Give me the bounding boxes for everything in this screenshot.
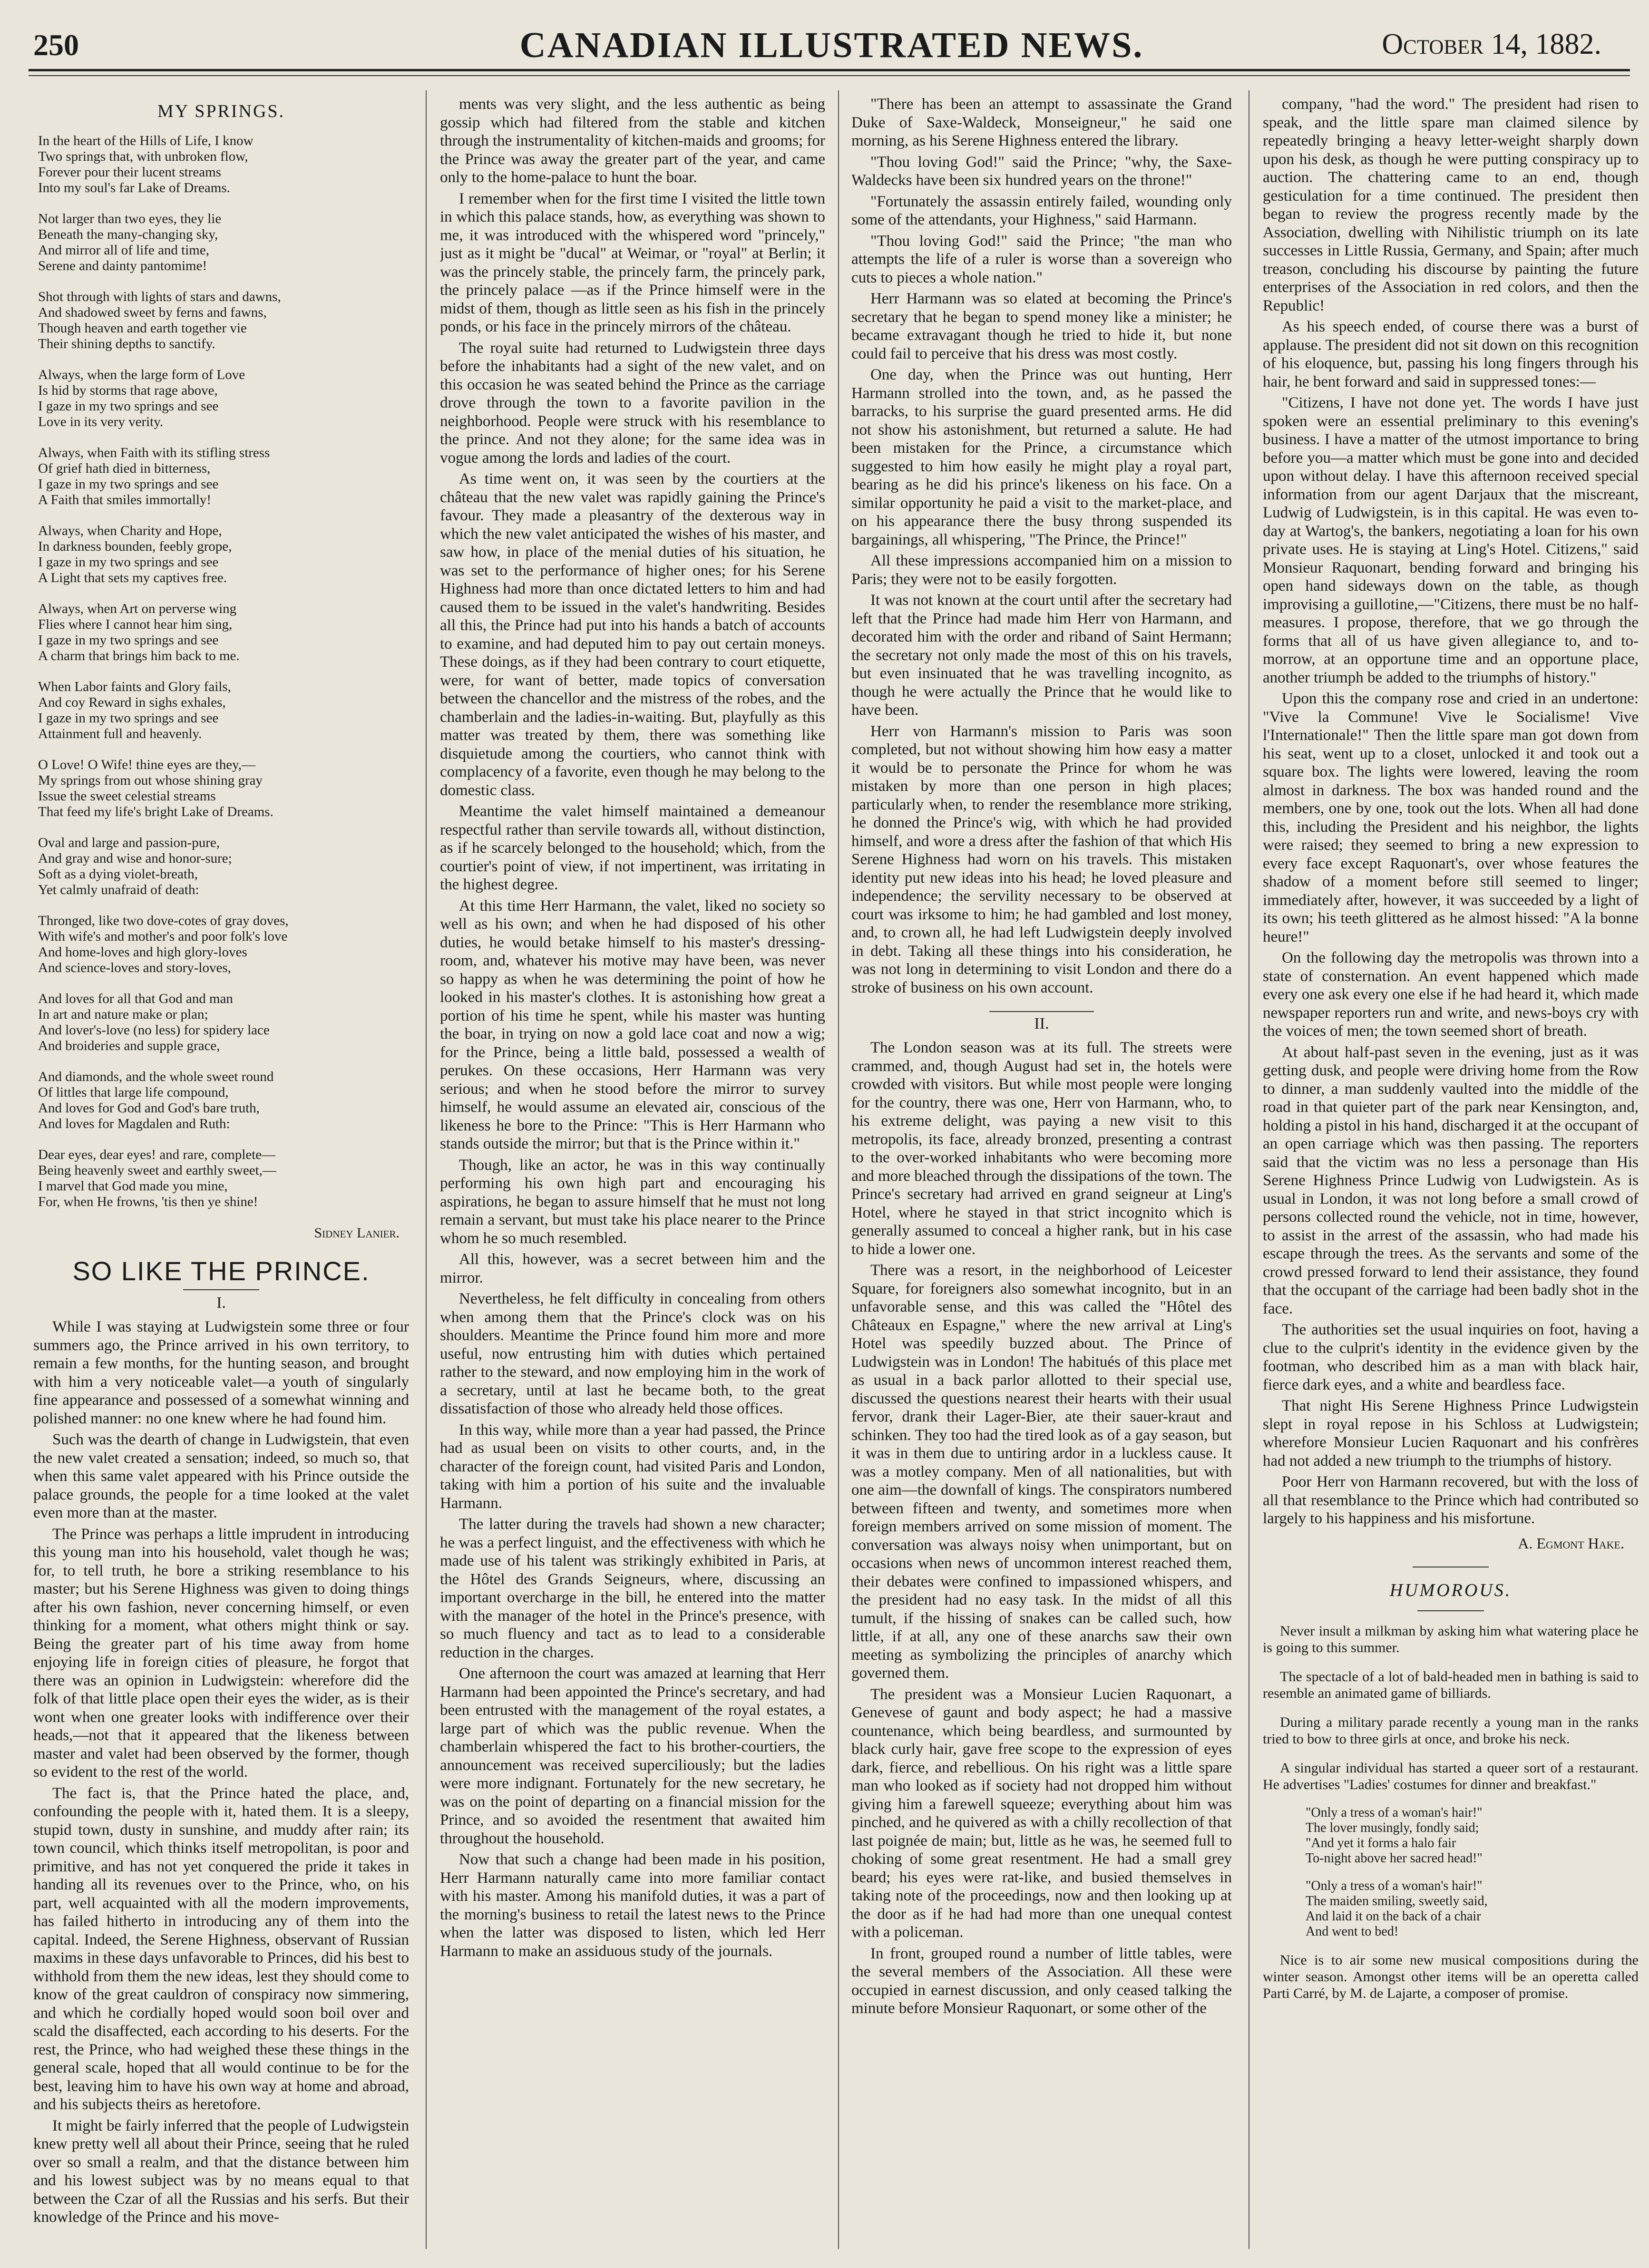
masthead: CANADIAN ILLUSTRATED NEWS. [519,25,1144,65]
poem-line: Their shining depths to sanctify. [38,336,215,351]
paragraph: "Citizens, I have not done yet. The words I have just spoken were an essential preliminary to this evening's business. I have a matter of the utmost importance to bring before you—a matter which must be gone into and decided upon without delay. I have this afternoon received special information from our agent Darjaux that the miscreant, Ludwig of Ludwigstein, is in this capital. He was even to-day at Wartog's, the bankers, negotiating a loan for his own private uses. He is staying at Ling's Hotel. Citizens," said Monsieur Raquonart, bending forward and bringing his open hand sideways down on the table, as though improvising a guillotine,—"Citizens, there must be no half-measures. I propose, therefore, that we go through the forms that all of us have given allegiance to, and to-morrow, at an opportune time and an opportune place, another triumph be added to the triumphs of history." [1263,394,1639,686]
story-text [851,95,1232,997]
paragraph: As his speech ended, of course there was a burst of applause. The president did not sit down on this recognition of his eloquence, but, passing his long fingers through his hair, he bent forward and said in suppressed tones:— [1263,318,1639,390]
paragraph: In front, grouped round a number of little tables, were the several members of the Association. All these were occupied in earnest discussion, and only ceased talking the minute before Monsieur Raquonart, or some other of the [851,1945,1232,2017]
paragraph: ments was very slight, and the less authentic as being gossip which had filtered from the stable and kitchen through the instrumentality of kitchen-maids and grooms; for the Prince was away the greater part of the year, and came only to the home-palace to hunt the boar. [440,96,825,186]
poem-line: Always, when Charity and Hope, [38,523,222,538]
paragraph: Such was the dearth of change in Ludwigstein, that even the new valet created a sensation; indeed, so much so, that when this same valet appeared with his Prince outside the palace grounds, the people for a time looked at the valet even more than at the master. [33,1431,409,1521]
poem-line: I gaze in my two springs and see [38,399,219,414]
poem-line: A Faith that smiles immortally! [38,492,212,507]
paragraph: The president was a Monsieur Lucien Raquonart, a Genevese of gaunt and body aspect; he had a massive countenance, which being beardless, and surmounted by black curly hair, gave free scope to the expression of eyes dark, fierce, and rebellious. On his right was a little spare man who looked as if society had not dropped him without giving him a farewell squeeze; everything about him was pinched, and he quivered as with a chilly recollection of that last poignée de main; but, little as he was, he seemed full to choking of some great resentment. He had a small grey beard; his eyes were rat-like, and busied themselves in taking note of the proceedings, now and then looking up at the door as if he had had more than one unequal contest with a policeman. [851,1685,1232,1941]
paragraph: On the following day the metropolis was thrown into a state of consternation. An event happened which made every one ask every one else if he had heard it, which made newspaper reporters run and write, and news-boys cry with the voices of men; the town seemed short of breath. [1263,949,1639,1040]
story-text [33,1318,409,2227]
poem-line: Being heavenly sweet and earthly sweet,— [38,1163,276,1178]
paragraph: The latter during the travels had shown a new character; he was a perfect linguist, and the effectiveness with which he made use of his talent was strikingly exhibited in Paris, at the Hôtel des Grands Seigneurs, where, discussing an important overcharge in the bill, he entered into the matter with the manager of the hotel in the Prince's presence, with so much fluency and tact as to lead to a considerable reduction in the charges. [440,1516,825,1661]
poem-line: And diamonds, and the whole sweet round [38,1069,274,1084]
poem-line: Always, when the large form of Love [38,367,245,382]
paragraph: It might be fairly inferred that the people of Ludwigstein knew pretty well all about their Prince, seeing that he ruled over so small a realm, and that the distance between him and his lowest subject was by no means equal to that between the Czar of all the Russias and his serfs. But their knowledge of the Prince and his move- [33,2117,409,2226]
paragraph: At this time Herr Harmann, the valet, liked no society so well as his own; and when he had disposed of his other duties, he would betake himself to his master's dressing-room, and, whatever his motive may have been, was never so happy as when he was determining the point of how he looked in his master's clothes. It is astonishing how great a portion of his time he spent, while his master was hunting the boar, in trying on now a gold lace coat and now a wig; for the Prince, being a little bald, possessed a wealth of perukes. On these occasions, Herr Harmann was very serious; and when he stood before the mirror to survey himself, he would assume an elevated air, conscious of the likeness he bore to the Prince: "This is Herr Harmann who stands outside the mirror; but that is the Prince within it." [440,897,825,1152]
poem-title: MY SPRINGS. [157,101,285,121]
poem-line: I gaze in my two springs and see [38,711,219,726]
paragraph: As time went on, it was seen by the courtiers at the château that the new valet was rapidly gaining the Prince's favour. They made a pleasantry of the dexterous way in which the new valet anticipated the wishes of his master, and saw how, in place of the menial duties of his situation, he was set to the performance of higher ones; for his Serene Highness had more than once dictated letters to him and had caused them to be issued in the valet's handwriting. Besides all this, the Prince had put into his hands a batch of accounts to examine, and had deputed him to pay out certain moneys. These doings, as if they had been contrary to court etiquette, were, for want of better, made topics of conversation between the chancellor and the mistress of the robes, and the chamberlain and the ladies-in-waiting. But, playfully as this matter was treated by them, there was something like disquietude among the courtiers, who cannot think with complacency of a favorite, even though he may belong to the domestic class. [440,470,825,799]
paragraph: At about half-past seven in the evening, just as it was getting dusk, and people were driving home from the Row to dinner, a man suddenly vaulted into the middle of the road in that quieter part of the park near Kensington, and, holding a pistol in his hand, discharged it at the occupant of an open carriage which was then passing. The reporters said that the victim was no less a personage than His Serene Highness Prince Ludwig von Ludwigstein. As is usual in London, it was not long before a small crowd of persons collected round the vehicle, not in time, however, to assist in the arrest of the assassin, who had made his escape through the trees. As the servants and some of the crowd pressed forward to lend their assistance, they found that the occupant of the carriage had been badly shot in the face. [1263,1043,1639,1317]
poem-stanza [38,1147,409,1210]
story-title: SO LIKE THE PRINCE. [72,1256,370,1286]
verse-line: To-night above her sacred head!" [1306,1850,1483,1866]
humor-item: The spectacle of a lot of bald-headed men in bathing is said to resemble an animated game of billiards. [1263,1668,1639,1701]
header-rule-thin [29,75,1630,76]
paragraph: The London season was at its full. The streets were crammed, and, though August had set in, the hotels were crowded with visitors. But while most people were longing for the country, there was one, Herr von Harmann, who, to his extreme delight, was paying a new visit to this metropolis, its face, already bronzed, presenting a contrast to the over-worked inhabitants who were becoming more and more bleached through the dissipations of the town. The Prince's secretary had arrived en grand seigneur at Ling's Hotel, where he stayed in that strict incognito which is generally assumed to conceal a higher rank, but in his case to hide a lower one. [851,1039,1232,1258]
column-3 [851,95,1232,2258]
verse-line: The lover musingly, fondly said; [1306,1820,1479,1835]
poem-stanza [38,913,409,976]
poem-line: And science-loves and story-loves, [38,960,231,975]
poem-line: Love in its very verity. [38,414,164,429]
paragraph: Herr Harmann was so elated at becoming the Prince's secretary that he began to spend money like a minister; he became extravagant though he tried to hide it, but none could fail to perceive that his dress was most costly. [851,290,1232,362]
paragraph: There was a resort, in the neighborhood of Leicester Square, for foreigners also somewhat incognito, but in an unfavorable sense, and this was called the "Hôtel des Châteaux en Espagne," where the new arrival at Ling's Hotel was speedily buzzed about. The Prince of Ludwigstein was in London! The habitués of this place met as usual in a back parlor allotted to their special use, discussed the questions nearest their hearts with their usual fervor, drank their Lager-Bier, ate their sauer-kraut and schinken. They too had the tired look as of a gay season, but it was in them due to untiring ardor in a luckless cause. It was a motley company. Men of all nationalities, but with one aim—the downfall of kings. The conspirators numbered between fifteen and twenty, and sometimes more when foreign members arrived on some mission of moment. The conversation was always noisy when unimportant, but on occasions when news of uncommon interest reached them, their debates were confined to impassioned whispers, and the president had no easy task. In the midst of all this tumult, if the hissing of snakes can be called such, how little, if at all, any one of these anarchs saw their own meeting as symbolizing the principles of anarchy which governed them. [851,1262,1232,1682]
poem-line: Two springs that, with unbroken flow, [38,149,248,164]
poem-line: A charm that brings him back to me. [38,648,240,663]
poem-stanza [38,679,409,742]
poem-stanza [38,445,409,508]
verse-line: "Only a tress of a woman's hair!" [1306,1878,1483,1893]
paragraph: "Thou loving God!" said the Prince; "the man who attempts the life of a ruler is worse than a sovereign who cuts to pieces a whole nation." [851,232,1232,286]
humor-verse [1306,1879,1639,1939]
story-part-two: II. [1034,1015,1049,1032]
page-number: 250 [33,28,79,62]
paragraph: Meantime the valet himself maintained a demeanour respectful rather than servile towards all, without distinction, as if he scarcely belonged to the household; which, from the courtier's point of view, if not impertinent, was irritating in the highest degree. [440,803,825,893]
poem-line: Yet calmly unafraid of death: [38,882,199,897]
paragraph: All these impressions accompanied him on a mission to Paris; they were not to be easily forgotten. [851,552,1232,588]
verse-line: And went to bed! [1306,1924,1399,1939]
paragraph: In this way, while more than a year had passed, the Prince had as usual been on visits to other courts, and, in the character of the foreign count, had visited Paris and London, taking with him a portion of his suite and the invaluable Harmann. [440,1421,825,1512]
story-text [440,95,825,1960]
poem-line: Flies where I cannot hear him sing, [38,617,233,632]
poem-stanza [38,523,409,586]
poem-line: My springs from out whose shining gray [38,773,263,788]
poem-line: I gaze in my two springs and see [38,477,219,492]
poem-stanza [38,367,409,430]
paragraph: Upon this the company rose and cried in an undertone: "Vive la Commune! Vive le Socialisme! Vive l'Internationale!" Then the little spare man got down from his seat, went up to a closet, unlocked it and took out a square box. The lights were lowered, leaving the room almost in darkness. The box was handed round and the members, one by one, took out the lots. When all had done this, including the President and his neighbor, the lights were raised; they seemed to bring a new expression to every face except Raquonart's, over whose features the shadow of a moment before still seemed to linger; immediately after, however, it was succeeded by a light of its own; his teeth glittered as he almost hissed: "A la bonne heure!" [1263,690,1639,945]
issue-date: October 14, 1882. [1382,28,1601,60]
verse-line: And laid it on the back of a chair [1306,1908,1481,1924]
paragraph: One afternoon the court was amazed at learning that Herr Harmann had been appointed the Prince's secretary, and had been entrusted with the management of the royal estates, a large part of which was the public revenue. When the chamberlain whispered the fact to his brother-courtiers, the announcement was received superciliously; but the ladies were more indignant. Fortunately for the new secretary, he was on the point of departing on a financial mission for the Prince, and so avoided the resentment that awaited him throughout the household. [440,1665,825,1847]
humor-item: Never insult a milkman by asking him what watering place he is going to this summer. [1263,1623,1639,1655]
paragraph: Though, like an actor, he was in this way continually performing his own high part and encouraging his aspirations, he began to assure himself that he must not long remain a servant, but must take his place nearer to the Prince whom he so much resembled. [440,1156,825,1247]
column-2 [440,95,825,2258]
paragraph: Poor Herr von Harmann recovered, but with the loss of all that resemblance to the Prince which had contributed so largely to his happiness and his misfortune. [1263,1473,1639,1527]
paragraph: One day, when the Prince was out hunting, Herr Harmann strolled into the town, and, as he passed the barracks, to his surprise the guard presented arms. He did not show his astonishment, but returned a salute. He had been mistaken for the Prince, a circumstance which suggested to him how easily he might play a royal part, bearing as he did his prince's likeness on his face. On a similar opportunity he paid a visit to the market-place, and on his appearance there the busy throng suspended its bargainings, all whispering, "The Prince, the Prince!" [851,366,1232,548]
paragraph: I remember when for the first time I visited the little town in which this palace stands, how, as everything was shown to me, it was introduced with the whispered word "princely," just as it might be "ducal" at Weimar, or "royal" at Berlin; it was the princely stable, the princely farm, the princely park, the princely palace —as if the Prince himself were in the midst of them, though as little seen as his fish in the princely ponds, or his face in the princely mirrors of the château. [440,190,825,335]
poem-line: In art and nature make or plan; [38,1007,208,1022]
paragraph: Herr von Harmann's mission to Paris was soon completed, but not without showing him how easy a matter it would be to personate the Prince for whom he was mistaken by more than one person in high places; particularly when, to render the resemblance more striking, he donned the Prince's wig, with which he had provided himself, and wore a dress after the fashion of that which His Serene Highness had worn on his travels. This mistaken identity put new ideas into his head; he loved pleasure and independence; the servility necessary to be observed at court was irksome to him; he had gambled and lost money, and, to crown all, he had left Ludwigstein deeply involved in debt. Taking all these things into his consideration, he was not long in determining to visit London and there do a stroke of business on his own account. [851,722,1232,996]
poem-line: Attainment full and heavenly. [38,726,202,741]
header-rule [29,69,1630,71]
poem-line: Though heaven and earth together vie [38,321,247,336]
poem-line: And coy Reward in sighs exhales, [38,695,226,710]
humor-verse [1306,1805,1639,1866]
poem-line: When Labor faints and Glory fails, [38,679,231,694]
poem-line: Issue the sweet celestial streams [38,788,216,804]
paragraph: The fact is, that the Prince hated the place, and, confounding the people with it, hated them. It is a sleepy, stupid town, dusty in sunshine, and muddy after rain; its town council, which thinks itself metropolitan, is poor and primitive, and has not yet conquered the pride it takes in handing all its revenues over to the Prince, who, on his part, well acquainted with all the modern improvements, has failed hitherto in introducing any of them into the capital. Indeed, the Serene Highness, observant of Russian maxims in these days unfavorable to Princes, did his best to withhold from them the new ideas, lest they should come to know of the great cauldron of conspiracy now simmering, and which he cordially hoped would soon boil over and scald the disaffected, each according to his deserts. For the rest, the Prince, who had weighed these these things in the general scale, hoped that all would continue to be for the best, leaving him to have his own way at home and abroad, and his subjects theirs as heretofore. [33,1784,409,2113]
humor-item: A singular individual has started a queer sort of a restaurant. He advertises "Ladies' costumes for dinner and breakfast." [1263,1760,1639,1792]
story-author: A. Egmont Hake. [1518,1534,1624,1552]
poem-line: And loves for Magdalen and Ruth: [38,1116,230,1131]
poem-line: With wife's and mother's and poor folk's love [38,929,288,944]
humor-item: Nice is to air some new musical compositions during the winter season. Amongst other items will be an operetta called Parti Carré, by M. de Lajarte, a composer of promise. [1263,1952,1639,2001]
verse-line: The maiden smiling, sweetly said, [1306,1893,1488,1908]
poem-line: In the heart of the Hills of Life, I know [38,133,254,148]
poem-line: Always, when Art on perverse wing [38,601,237,616]
poem-line: For, when He frowns, 'tis then ye shine! [38,1194,258,1209]
paragraph: That night His Serene Highness Prince Ludwigstein slept in royal repose in his Schloss at Ludwigstein; wherefore Monsieur Lucien Raquonart and his confrères had not added a new triumph to the triumphs of history. [1263,1397,1639,1470]
poem-line: Soft as a dying violet-breath, [38,866,198,882]
poem-line: Of littles that large life compound, [38,1085,229,1100]
poem-line: I gaze in my two springs and see [38,555,219,570]
poem-line: And loves for God and God's bare truth, [38,1100,260,1116]
poem-line: And broideries and supple grace, [38,1038,220,1053]
paragraph: The authorities set the usual inquiries on foot, having a clue to the culprit's identity in the evidence given by the footman, who described him as a man with black hair, fierce dark eyes, and a white and beardless face. [1263,1321,1639,1393]
poem-line: Thronged, like two dove-cotes of gray doves, [38,913,289,928]
poem-line: Not larger than two eyes, they lie [38,211,222,226]
paragraph: "Fortunately the assassin entirely failed, wounding only some of the attendants, your Highness," said Harmann. [851,193,1232,228]
poem-stanza [38,211,409,274]
page-header [33,19,1630,67]
paragraph: "There has been an attempt to assassinate the Grand Duke of Saxe-Waldeck, Monseigneur," he said one morning, as his Serene Highness entered the library. [851,96,1232,149]
poem-stanza [38,601,409,664]
poem-stanza [38,133,409,196]
paragraph: company, "had the word." The president had risen to speak, and the little spare man claimed silence by repeatedly bringing a heavy letter-weight sharply down upon his desk, as though he were putting conspiracy up to auction. The chattering came to an end, though gesticulation for a time continued. The president then began to review the progress recently made by the Association, dwelling with Nihilistic triumph on its late successes in Little Russia, Germany, and Spain; after much treason, concluding his discourse by painting the future enterprises of the Association in red colors, and then the Republic! [1263,96,1639,314]
paragraph: Nevertheless, he felt difficulty in concealing from others when among them that the Prince's clock was on his shoulders. Meantime the Prince found him more and more useful, now entrusting him with duties which pertained rather to the steward, and now employing him in the work of a secretary, until at last he became both, to the great dissatisfaction of those who already held those offices. [440,1290,825,1417]
poem-line: Always, when Faith with its stifling stress [38,445,270,460]
poem-line: Into my soul's far Lake of Dreams. [38,180,230,195]
poem-line: Of grief hath died in bitterness, [38,461,211,476]
poem-line: Shot through with lights of stars and dawns, [38,289,281,304]
poem-stanza [38,835,409,898]
column-1 [33,95,409,2258]
title-rule [1417,1610,1484,1611]
paragraph: It was not known at the court until after the secretary had left that the Prince had made him Herr von Harmann, and decorated him with the order and riband of Saint Hermann; the secretary not only made the most of this on his travels, but even insinuated that he was travelling incognito, as though he were actually the Prince that he would like to have been. [851,592,1232,719]
poem-line: And lover's-love (no less) for spidery lace [38,1022,270,1038]
paragraph: While I was staying at Ludwigstein some three or four summers ago, the Prince arrived in his own territory, to remain a few months, for the hunting season, and brought with him a very noticeable valet—a youth of singularly fine appearance and possessed of a somewhat winning and polished manner: no one knew where he had found him. [33,1318,409,1427]
poem-line: And loves for all that God and man [38,991,233,1006]
poem-line: That feed my life's bright Lake of Dreams. [38,804,273,819]
story-part-one: I. [216,1294,226,1312]
poem-line: Serene and dainty pantomime! [38,258,207,273]
humor-item: During a military parade recently a young man in the ranks tried to bow to three girls at once, and broke his neck. [1263,1714,1639,1747]
poem-line: Oval and large and passion-pure, [38,835,220,850]
poem-line: Dear eyes, dear eyes! and rare, complete— [38,1147,276,1162]
poem-author: Sidney Lanier. [314,1225,400,1241]
paragraph: All this, however, was a secret between him and the mirror. [440,1251,825,1286]
poem-line: I marvel that God made you mine, [38,1178,228,1194]
column-divider [838,90,839,2249]
paragraph: The royal suite had returned to Ludwigstein three days before the inhabitants had a sight of the new valet, and on this occasion he was seated behind the Prince as the carriage drove through the town to a favorite pavilion in the neighborhood. People were struck with his resemblance to the prince. And not they alone; for the same idea was in vogue among the lords and ladies of the court. [440,339,825,467]
paragraph: Now that such a change had been made in his position, Herr Harmann naturally came into more familiar contact with his master. Among his manifold duties, it was a part of the morning's business to retail the latest news to the Prince when the latter was disposed to listen, which led Herr Harmann to make an assiduous study of the journals. [440,1851,825,1960]
poem-line: A Light that sets my captives free. [38,570,227,585]
poem-line: And mirror all of life and time, [38,243,209,258]
title-rule [183,1289,259,1290]
paragraph: "Thou loving God!" said the Prince; "why, the Saxe-Waldecks have been six hundred years on the throne!" [851,153,1232,189]
column-4 [1263,95,1639,2258]
poem-body [33,133,409,1210]
poem-line: And shadowed sweet by ferns and fawns, [38,305,267,320]
verse-line: "And yet it forms a halo fair [1306,1835,1456,1850]
story-text [851,1039,1232,2018]
poem-stanza [38,1069,409,1132]
poem-line: O Love! O Wife! thine eyes are they,— [38,757,256,772]
poem-stanza [38,757,409,820]
poem-stanza [38,991,409,1054]
poem-line: And home-loves and high glory-loves [38,944,247,960]
verse-line: "Only a tress of a woman's hair!" [1306,1805,1483,1820]
section-divider [989,1011,1094,1012]
poem-line: And gray and wise and honor-sure; [38,851,232,866]
poem-line: Beneath the many-changing sky, [38,227,218,242]
paragraph: The Prince was perhaps a little imprudent in introducing this young man into his household, valet though he was; for, to tell truth, he bore a striking resemblance to his master; but his Serene Highness was given to doing things after his own fashion, never concerning himself, or even thinking for a moment, what others might think or say. Being the greater part of his time away from home enjoying life in foreign cities of pleasure, he forgot that there was an opinion in Ludwigstein: wherefore did the folk of that little place open their eyes the wider, as is their wont when one greater looks with indifference over their heads,—not that it appeared that the likeness between master and valet had been observed by the former, though so evident to the rest of the world. [33,1525,409,1781]
poem-line: In darkness bounden, feebly grope, [38,539,232,554]
story-text [1263,95,1639,1528]
column-divider [426,90,427,2249]
poem-line: Forever pour their lucent streams [38,165,221,180]
poem-line: I gaze in my two springs and see [38,633,219,648]
humorous-title: HUMOROUS. [1389,1580,1512,1600]
poem-stanza [38,289,409,352]
poem-line: Is hid by storms that rage above, [38,383,218,398]
